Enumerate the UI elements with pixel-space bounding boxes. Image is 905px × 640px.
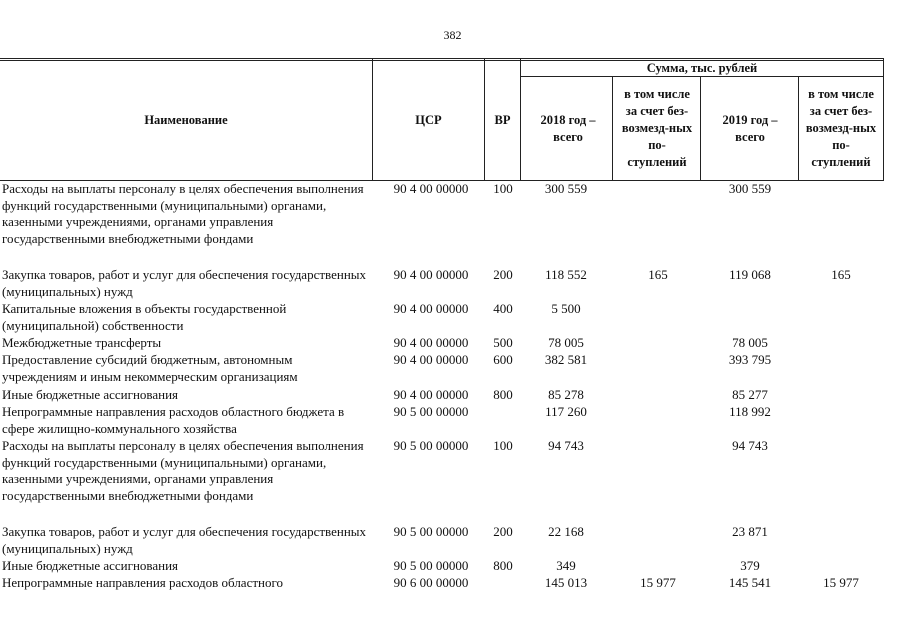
- header-name: Наименование: [144, 113, 228, 127]
- row-name: Закупка товаров, работ и услуг для обеспечения государственных (муниципальных) нужд: [2, 524, 367, 556]
- page-number: 382: [443, 28, 462, 42]
- row-sum-2019: 118 992: [729, 404, 771, 419]
- row-csr: 90 4 00 00000: [393, 335, 469, 350]
- row-vr: 100: [493, 181, 513, 196]
- row-sum-2019: 78 005: [732, 335, 768, 350]
- row-sum-2018: 22 168: [548, 524, 584, 539]
- row-name: Расходы на выплаты персоналу в целях обеспечения выполнения функций государственными (муниципальными) органами, казенными учреждениями, органами управления государственными внебюджетными фондами: [2, 181, 364, 246]
- row-csr: 90 5 00 00000: [393, 558, 469, 573]
- row-grants-2018: 165: [648, 267, 668, 282]
- row-sum-2018: 78 005: [548, 335, 584, 350]
- row-grants-2019: 15 977: [823, 575, 859, 590]
- row-vr: 400: [493, 301, 513, 316]
- row-sum-2018: 94 743: [548, 438, 584, 453]
- row-sum-2019: 145 541: [728, 575, 772, 590]
- header-vr: ВР: [494, 113, 511, 127]
- row-name: Капитальные вложения в объекты государственной (муниципальной) собственности: [2, 301, 287, 333]
- row-vr: 200: [493, 524, 513, 539]
- row-name: Непрограммные направления расходов областного бюджета в сфере жилищно-коммунального хозяйства: [2, 404, 345, 436]
- row-sum-2019: 85 277: [732, 387, 768, 402]
- row-sum-2019: 379: [740, 558, 760, 573]
- row-csr: 90 5 00 00000: [393, 404, 469, 419]
- row-sum-2019: 300 559: [728, 181, 772, 196]
- header-csr: ЦСР: [415, 113, 442, 127]
- header-2018-grants: в том числе за счет без-возмезд-ных по-ступлений: [621, 87, 693, 169]
- row-csr: 90 6 00 00000: [393, 575, 469, 590]
- header-2019-grants: в том числе за счет без-возмезд-ных по-ступлений: [805, 87, 877, 169]
- row-grants-2019: 165: [831, 267, 851, 282]
- row-name: Иные бюджетные ассигнования: [2, 387, 179, 402]
- row-vr: 200: [493, 267, 513, 282]
- row-csr: 90 5 00 00000: [393, 524, 469, 539]
- row-csr: 90 4 00 00000: [393, 387, 469, 402]
- row-vr: 800: [493, 558, 513, 573]
- row-sum-2018: 145 013: [544, 575, 588, 590]
- header-sum-group: Сумма, тыс. рублей: [646, 60, 758, 75]
- row-csr: 90 4 00 00000: [393, 301, 469, 316]
- row-vr: 500: [493, 335, 513, 350]
- row-sum-2018: 300 559: [544, 181, 588, 196]
- header-2019-total: 2019 год – всего: [722, 112, 778, 144]
- row-name: Иные бюджетные ассигнования: [2, 558, 179, 573]
- row-csr: 90 4 00 00000: [393, 181, 469, 196]
- row-sum-2018: 349: [556, 558, 576, 573]
- row-csr: 90 4 00 00000: [393, 267, 469, 282]
- row-name: Закупка товаров, работ и услуг для обеспечения государственных (муниципальных) нужд: [2, 267, 367, 299]
- row-name: Непрограммные направления расходов областного: [2, 575, 283, 590]
- row-grants-2018: 15 977: [640, 575, 676, 590]
- row-name: Расходы на выплаты персоналу в целях обеспечения выполнения функций государственными (муниципальными) органами, казенными учреждениями, органами управления государственными внебюджетными фондами: [2, 438, 364, 503]
- row-sum-2019: 23 871: [732, 524, 768, 539]
- header-2018-total: 2018 год – всего: [540, 112, 596, 144]
- row-sum-2019: 94 743: [732, 438, 768, 453]
- row-sum-2018: 118 552: [545, 267, 587, 282]
- row-sum-2018: 117 260: [545, 404, 587, 419]
- row-name: Межбюджетные трансферты: [2, 335, 162, 350]
- row-name: Предоставление субсидий бюджетным, автономным учреждениям и иным некоммерческим организациям: [2, 352, 298, 384]
- row-sum-2018: 85 278: [548, 387, 584, 402]
- row-sum-2019: 393 795: [728, 352, 772, 367]
- row-sum-2018: 382 581: [544, 352, 588, 367]
- row-sum-2019: 119 068: [729, 267, 771, 282]
- row-vr: 100: [493, 438, 513, 453]
- row-vr: 800: [493, 387, 513, 402]
- row-csr: 90 4 00 00000: [393, 352, 469, 367]
- row-sum-2018: 5 500: [551, 301, 581, 316]
- row-csr: 90 5 00 00000: [393, 438, 469, 453]
- row-vr: 600: [493, 352, 513, 367]
